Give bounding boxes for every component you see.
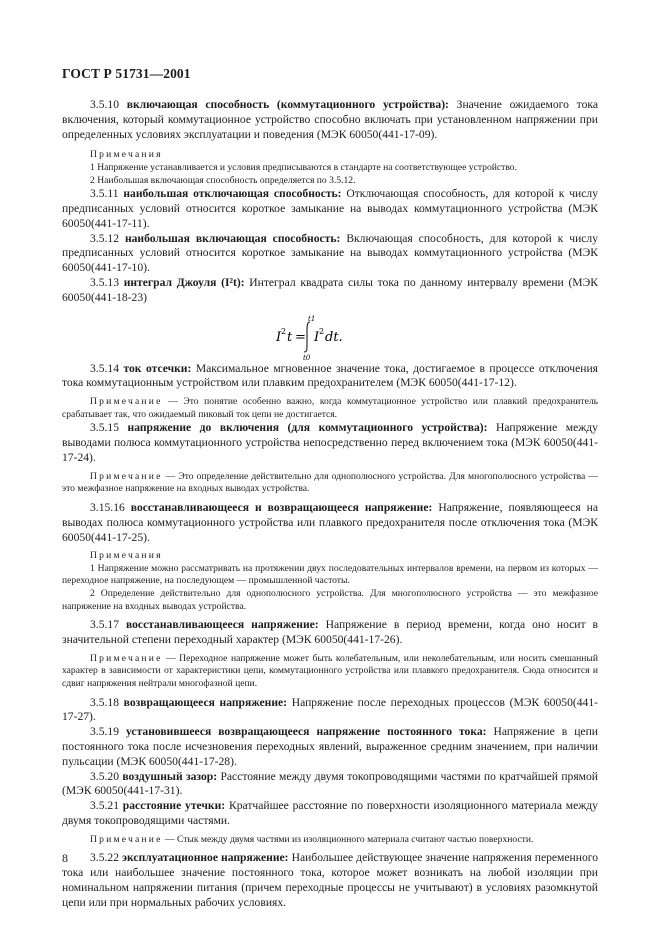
formula-lhs-base: I — [276, 329, 282, 345]
formula-integrand: I — [314, 329, 320, 345]
definition: Интеграл квадрата силы тока по данному интервалу времени (МЭК 60050(441-18-23) — [62, 275, 599, 304]
term: эксплуатационное напряжение: — [122, 851, 289, 865]
section-number: 3.5.22 — [90, 851, 119, 865]
section-3-5-10 — [62, 98, 598, 142]
definition: Напряжение после переходных процессов (МЭК 60050(441-17-27). — [62, 695, 598, 724]
definition: Максимальное мгновенное значение тока, достигаемое в процессе отключения тока коммутационным устройством или плавким предохранителем (МЭК 60050(441-17-12). — [62, 361, 598, 390]
section-3-5-14 — [62, 362, 598, 392]
section-3-5-12 — [62, 232, 598, 276]
formula-lhs-var: t — [287, 329, 293, 345]
term: наибольшая включающая способность: — [124, 231, 341, 245]
joule-integral-formula — [62, 310, 598, 362]
definition: Напряжение между выводами полюса коммутационного устройства непосредственно перед включением тока (МЭК 60050(441-17-24). — [62, 421, 598, 464]
section-note — [62, 834, 598, 847]
note-text: — Стык между двумя частями из изоляционного материала считают частью поверхности. — [164, 833, 534, 845]
section-number: 3.5.19 — [90, 725, 119, 739]
note-text: — Это определение действительно для однополюсного устройства. Для многополюсного устройства — это межфазное напряжение на входных выводах устройства. — [62, 470, 598, 495]
formula-equals: = — [295, 329, 306, 345]
definition: Напряжение в цепи постоянного тока после исчезновения переходных явлений, выраженное средним значением, при наличии пульсации (МЭК 60050(441-17-28). — [62, 725, 598, 768]
page-number: 8 — [62, 851, 68, 865]
definition: Напряжение, появляющееся на выводах полюса коммутационного устройства или плавкого предохранителя после отключения тока (МЭК 60050(441-17-25). — [62, 500, 598, 544]
definition: Кратчайшее расстояние по поверхности изоляционного материала между двумя токопроводящими частями. — [62, 799, 598, 828]
section-3-5-18 — [62, 696, 598, 726]
document-body — [62, 98, 598, 911]
notes-heading: Примечания — [90, 149, 163, 161]
formula-upper-limit: t1 — [308, 314, 316, 323]
definition: Расстояние между двумя токопроводящими частями по кратчайшей прямой (МЭК 60050(441-17-31). — [62, 769, 599, 798]
section-3-5-19 — [62, 725, 598, 769]
section-number: 3.5.20 — [90, 769, 119, 783]
term: воздушный зазор: — [122, 769, 218, 783]
term: расстояние утечки: — [122, 799, 226, 813]
term: интеграл Джоуля (I²t): — [123, 275, 245, 289]
standard-header: ГОСТ Р 51731—2001 — [62, 66, 191, 81]
section-number: 3.5.15 — [90, 421, 119, 435]
section-number: 3.5.21 — [90, 799, 119, 813]
note-item: 1 Напряжение устанавливается и условия предписываются в стандарте на соответствующее устройство. — [90, 161, 517, 173]
term: наибольшая отключающая способность: — [123, 187, 342, 201]
section-3-5-15 — [62, 421, 598, 465]
formula-differential: dt. — [325, 329, 343, 345]
section-3-5-20 — [62, 770, 598, 800]
section-3-5-13 — [62, 276, 598, 306]
definition: Наибольшее действующее значение напряжения переменного тока или наибольшее значение постоянного тока, которое может возникать на любой изоляции при номинальном напряжении питания (причем переходные процессы не учитывают) в условиях разомкнутой цепи или при нормальных рабочих условиях. — [62, 851, 599, 909]
section-number: 3.5.17 — [90, 618, 119, 632]
section-number: 3.5.11 — [90, 187, 119, 201]
term: ток отсечки: — [123, 361, 192, 375]
term: включающая способность (коммутационного устройства): — [126, 98, 449, 111]
section-number: 3.5.18 — [90, 695, 119, 709]
section-3-5-17 — [62, 618, 598, 648]
formula-lower-limit: t0 — [303, 353, 311, 362]
formula-lhs-exp: 2 — [281, 326, 287, 336]
term: восстанавливающееся и возвращающееся напряжение: — [130, 500, 433, 514]
section-number: 3.15.16 — [90, 500, 125, 514]
note-heading: Примечание — [90, 470, 163, 482]
note-item: 1 Напряжение можно рассматривать на протяжении двух последовательных интервалов времени, на первом из которых — переходное напряжение, на последующем — промышленной частоты. — [62, 562, 598, 587]
term: напряжение до включения (для коммутационного устройства): — [127, 421, 488, 435]
note-text: — Это понятие особенно важно, когда коммутационное устройство или плавкий предохранитель срабатывает так, что ожидаемый пиковый ток цепи не достигается. — [62, 396, 598, 420]
definition: Отключающая способность, для которой к числу предписанных условий относится короткое замыкание на выводах коммутационного устройства (МЭК 60050(441-17-11). — [62, 187, 598, 230]
section-note — [62, 653, 598, 691]
section-number: 3.5.10 — [90, 98, 119, 111]
definition: Включающая способность, для которой к числу предписанных условий относится короткое замыкание на выводах коммутационного устройства (МЭК 60050(441-17-10). — [62, 231, 599, 275]
section-number: 3.5.13 — [90, 275, 119, 289]
note-heading: Примечание — [90, 652, 163, 664]
formula-integrand-exp: 2 — [319, 326, 325, 336]
term: восстанавливающееся напряжение: — [125, 618, 319, 632]
definition: Напряжение в период времени, когда оно носит в значительной степени переходный характер (МЭК 60050(441-17-26). — [62, 618, 599, 647]
term: установившееся возвращающееся напряжение постоянного тока: — [125, 725, 487, 739]
section-3-15-16 — [62, 501, 598, 545]
section-3-5-22 — [62, 851, 598, 910]
notes-heading: Примечания — [90, 550, 163, 562]
section-number: 3.5.12 — [90, 231, 119, 245]
note-text: — Переходное напряжение может быть колебательным, или неколебательным, или носить смешанный характер в зависимости от характеристики цепи, коммутационного устройства или плавкого предохранителя. Сюда относится и сдвиг напряжения нейтрали многофазной цепи. — [62, 652, 598, 690]
definition: Значение ожидаемого тока включения, который коммутационное устройство способно включать при установленном напряжении при определенных условиях эксплуатации и поведения (МЭК 60050(441-17-09). — [62, 98, 598, 141]
section-3-5-21 — [62, 799, 598, 829]
term: возвращающееся напряжение: — [123, 695, 288, 709]
section-number: 3.5.14 — [90, 361, 119, 375]
note-item: 2 Наибольшая включающая способность определяется по 3.5.12. — [90, 174, 356, 186]
note-heading: Примечание — [90, 833, 163, 845]
section-3-5-11 — [62, 187, 598, 231]
note-item: 2 Определение действительно для однополюсного устройства. Для многополюсного устройства — это межфазное напряжение на входных выводах устройства. — [62, 588, 598, 612]
section-note — [62, 396, 598, 421]
section-note — [62, 471, 598, 496]
note-heading: Примечание — [90, 396, 163, 408]
